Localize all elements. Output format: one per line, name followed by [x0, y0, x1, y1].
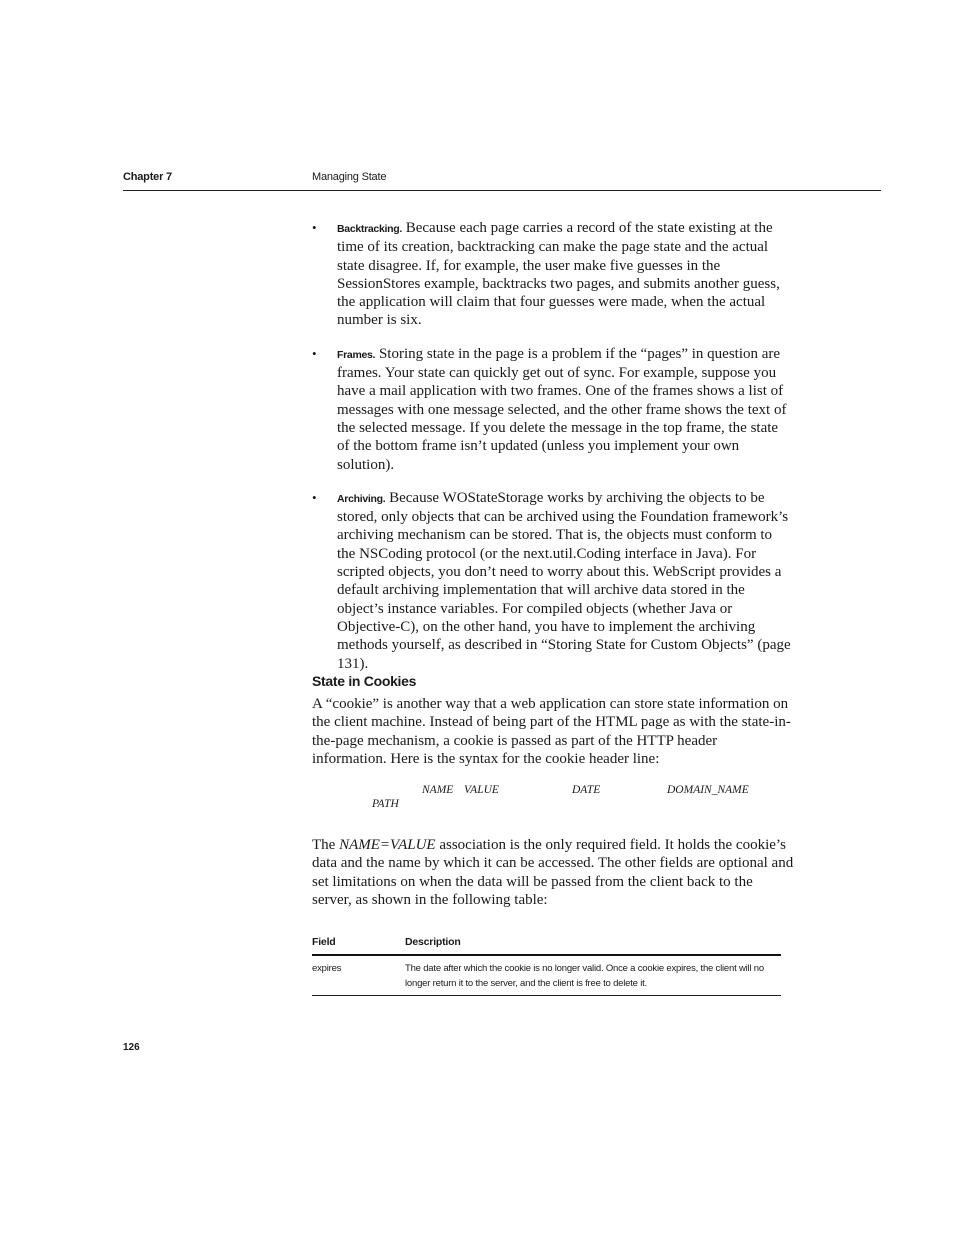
namevalue-rest: association is the only required field. It holds the cookie’s data and the name by which it can be accessed. The other fields are optional and set limitations on when the data will be passed from the client back to the server, as shown in the following table: [312, 837, 794, 908]
bullet-dot-icon: • [312, 220, 317, 235]
namevalue-term: NAME=VALUE [339, 837, 436, 853]
bullet-dot-icon: • [312, 489, 317, 505]
table-header-description: Description [405, 936, 781, 955]
header-chapter: Chapter 7 [123, 171, 172, 183]
cookie-intro-paragraph: A “cookie” is another way that a web application can store state information on the client machine. Instead of being part of the HTML page as with the state-in-the-page mechanism, a cookie is passed as part of the HTTP header information. Here is the syntax for the cookie header line: [312, 696, 791, 767]
syntax-date: DATE [572, 784, 601, 796]
table-header-row [312, 936, 781, 955]
bullet-label: Frames. [337, 348, 376, 361]
limitations-bullet-list [312, 219, 794, 688]
page-number: 126 [123, 1042, 140, 1053]
table-cell-description: The date after which the cookie is no longer valid. Once a cookie expires, the client will no longer return it to the server, and the client is free to delete it. [405, 955, 781, 996]
bullet-dot-icon: • [312, 345, 317, 361]
syntax-domain-name: DOMAIN_NAME [667, 784, 749, 796]
syntax-path: PATH [372, 798, 399, 810]
bullet-label: Backtracking. [337, 223, 402, 235]
bullet-text: Storing state in the page is a problem if the “pages” in question are frames. Your state can quickly get out of sync. For example, suppose you have a mail application with two frames. One of the frames shows a list of messages with one message selected, and the other frame shows the text of the selected message. If you delete the message in the top frame, the state of the bottom frame isn’t updated (unless you implement your own solution). [337, 345, 787, 473]
section-heading: State in Cookies [312, 673, 417, 689]
syntax-name: NAME [422, 784, 454, 796]
header-title: Managing State [312, 171, 387, 183]
bullet-label: Archiving. [337, 492, 386, 505]
bullet-item-frames [312, 345, 794, 474]
bullet-text: Because each page carries a record of the state existing at the time of its creation, backtracking can make the page state and the actual state disagree. If, for example, the user make five guesses in the SessionStores example, backtracks two pages, and submits another guess, the application will claim that four guesses were made, when the actual number is six. [337, 220, 780, 329]
table-row [312, 955, 781, 996]
bullet-item-archiving [312, 489, 794, 673]
bullet-text: Because WOStateStorage works by archiving the objects to be stored, only objects that can be archived using the Foundation framework’s archiving mechanism can be stored. That is, the objects must conform to the NSCoding protocol (or the next.util.Coding interface in Java). For scripted objects, you don’t need to worry about this. WebScript provides a default archiving implementation that will archive data stored in the object’s instance variables. For compiled objects (whether Java or Objective-C), on the other hand, you have to implement the archiving methods yourself, as described in “Storing State for Custom Objects” (page 131). [337, 489, 791, 672]
cookie-fields-table [312, 936, 781, 996]
syntax-value: VALUE [464, 784, 499, 796]
namevalue-paragraph [312, 836, 794, 909]
namevalue-prefix: The [312, 837, 340, 853]
header-divider [123, 190, 881, 191]
table-header-field: Field [312, 936, 405, 955]
table-cell-field: expires [312, 955, 405, 996]
bullet-item-backtracking [312, 219, 794, 330]
